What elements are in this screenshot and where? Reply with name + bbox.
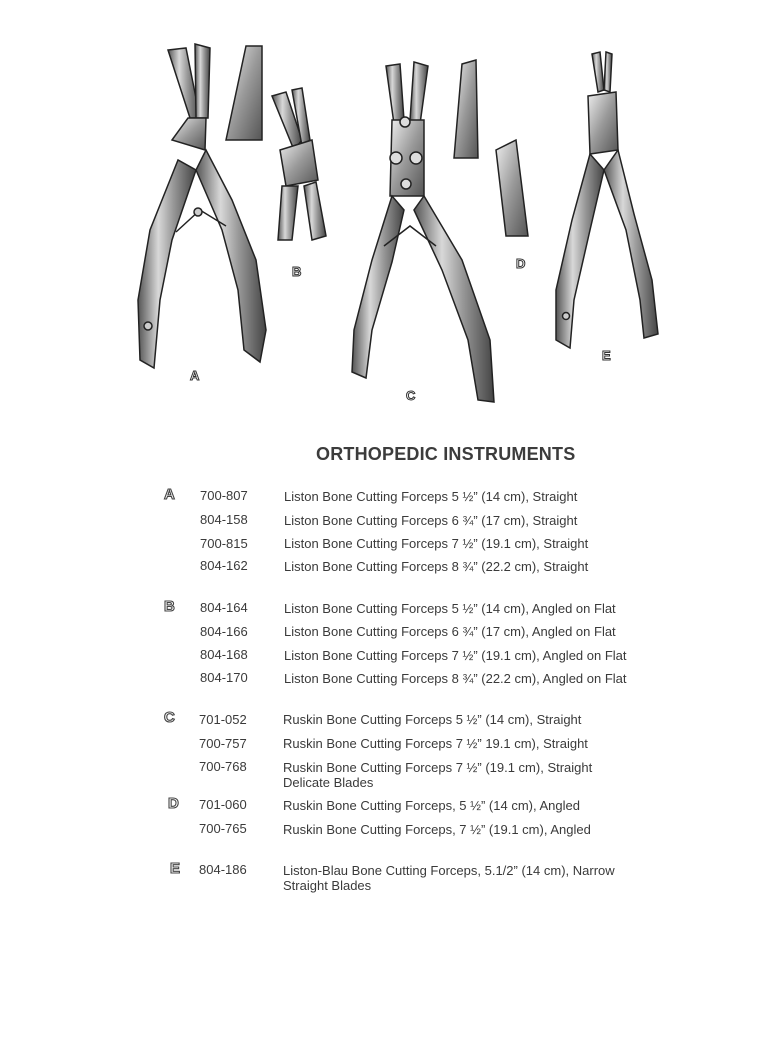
instrument-e-drawing	[556, 52, 658, 348]
item-description: Ruskin Bone Cutting Forceps 7 ½” 19.1 cm), Straight	[283, 736, 588, 751]
item-description-continued: Straight Blades	[283, 878, 372, 893]
instrument-illustrations	[0, 0, 780, 420]
item-description: Ruskin Bone Cutting Forceps 5 ½” (14 cm), Straight	[283, 712, 582, 727]
item-description: Liston Bone Cutting Forceps 8 ¾” (22.2 cm), Straight	[284, 559, 589, 574]
item-description: Ruskin Bone Cutting Forceps, 5 ½” (14 cm), Angled	[283, 798, 580, 813]
group-letter-a: A	[164, 486, 175, 503]
item-description: Liston Bone Cutting Forceps 6 ¾” (17 cm), Straight	[284, 513, 578, 528]
figure-label-a: A	[190, 368, 200, 383]
figure-label-b: B	[292, 264, 302, 279]
blade-detail-c	[454, 60, 478, 158]
group-letter-d: D	[168, 795, 179, 812]
item-description: Liston-Blau Bone Cutting Forceps, 5.1/2” (14 cm), Narrow	[283, 863, 615, 878]
item-code: 700-757	[199, 736, 247, 751]
group-letter-b: B	[164, 598, 175, 615]
item-description: Liston Bone Cutting Forceps 7 ½” (19.1 cm), Angled on Flat	[284, 648, 627, 663]
item-code: 700-807	[200, 488, 248, 503]
item-description: Ruskin Bone Cutting Forceps, 7 ½” (19.1 cm), Angled	[283, 822, 591, 837]
item-code: 804-164	[200, 600, 248, 615]
item-code: 804-170	[200, 670, 248, 685]
item-code: 700-815	[200, 536, 248, 551]
item-description: Liston Bone Cutting Forceps 5 ½” (14 cm), Angled on Flat	[284, 601, 616, 616]
item-code: 701-060	[199, 797, 247, 812]
item-code: 700-765	[199, 821, 247, 836]
blade-detail-a	[226, 46, 262, 140]
item-description: Liston Bone Cutting Forceps 7 ½” (19.1 cm), Straight	[284, 536, 589, 551]
page-title: ORTHOPEDIC INSTRUMENTS	[316, 444, 576, 464]
instrument-b-drawing	[272, 88, 326, 240]
item-description: Ruskin Bone Cutting Forceps 7 ½” (19.1 cm), Straight	[283, 760, 593, 775]
item-code: 804-162	[200, 558, 248, 573]
item-code: 804-158	[200, 512, 248, 527]
item-code: 804-168	[200, 647, 248, 662]
figure-label-d: D	[516, 256, 526, 271]
item-code: 804-186	[199, 862, 247, 877]
figure-label-e: E	[602, 348, 611, 363]
item-code: 701-052	[199, 712, 247, 727]
group-letter-c: C	[164, 709, 175, 726]
item-description: Liston Bone Cutting Forceps 6 ¾” (17 cm), Angled on Flat	[284, 624, 616, 639]
item-code: 700-768	[199, 759, 247, 774]
item-code: 804-166	[200, 624, 248, 639]
figure-label-c: C	[406, 388, 416, 403]
group-letter-e: E	[170, 860, 181, 877]
item-description-continued: Delicate Blades	[283, 775, 374, 790]
blade-detail-d	[496, 140, 528, 236]
item-description: Liston Bone Cutting Forceps 5 ½” (14 cm), Straight	[284, 489, 578, 504]
item-description: Liston Bone Cutting Forceps 8 ¾” (22.2 cm), Angled on Flat	[284, 671, 627, 686]
